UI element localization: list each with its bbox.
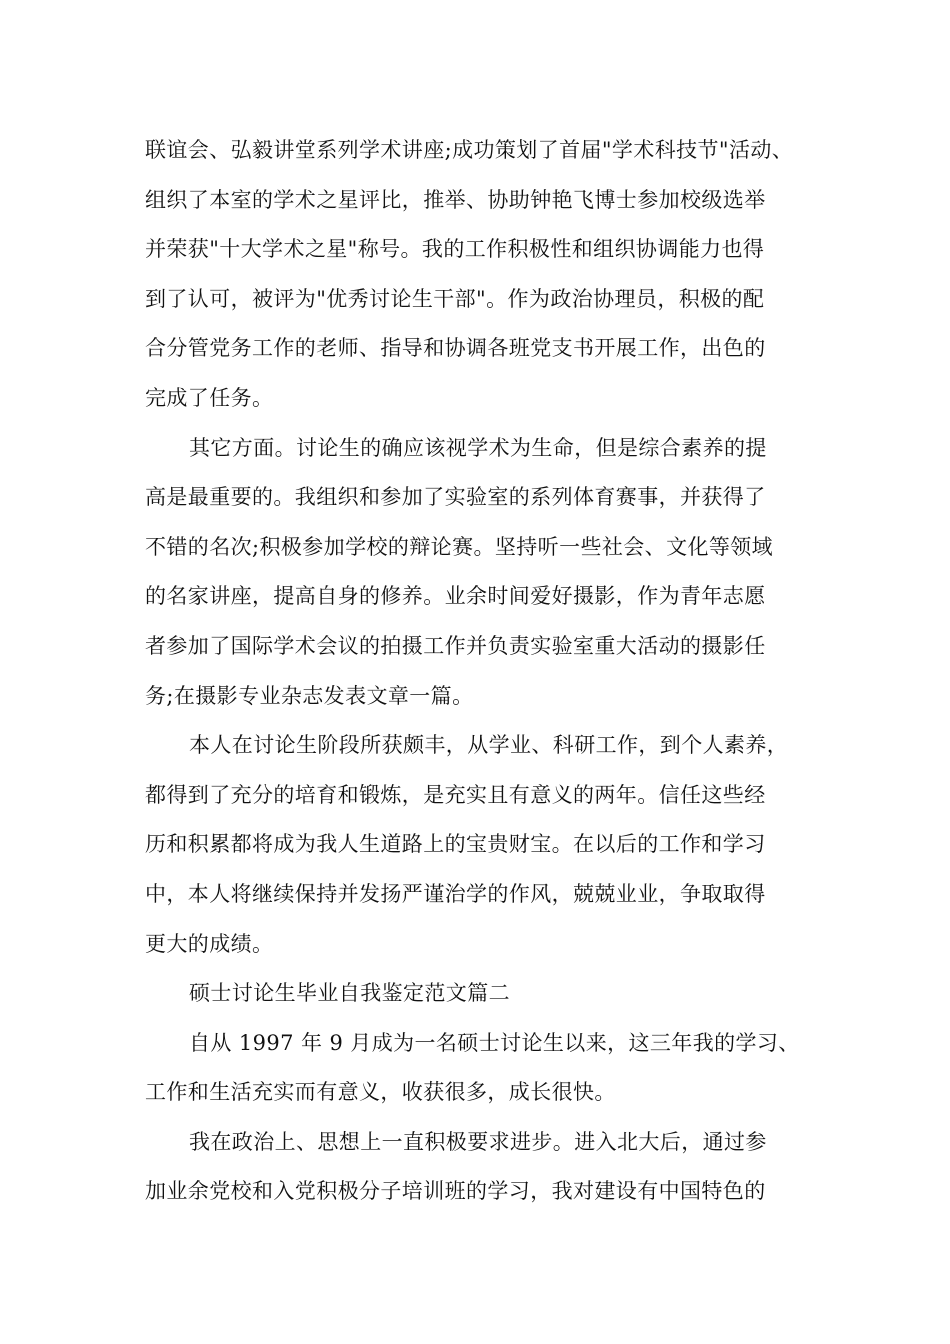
text-line: 务;在摄影专业杂志发表文章一篇。 — [145, 683, 474, 708]
text-line: 不错的名次;积极参加学校的辩论赛。坚持听一些社会、文化等领域 — [145, 534, 774, 559]
paragraph-5 — [145, 1118, 815, 1217]
text-line: 者参加了国际学术会议的拍摄工作并负责实验室重大活动的摄影任 — [145, 633, 766, 658]
text-line: 中，本人将继续保持并发扬严谨治学的作风，兢兢业业，争取取得 — [145, 881, 766, 906]
text-line: 加业余党校和入党积极分子培训班的学习，我对建设有中国特色的 — [145, 1179, 766, 1204]
text-line: 更大的成绩。 — [145, 931, 274, 956]
paragraph-2 — [145, 424, 815, 722]
text-line: 组织了本室的学术之星评比，推举、协助钟艳飞博士参加校级选举 — [145, 187, 766, 212]
section-heading — [145, 969, 815, 1019]
document-body — [145, 126, 815, 1217]
text-line: 我在政治上、思想上一直积极要求进步。进入北大后，通过参 — [189, 1129, 767, 1154]
text-line: 工作和生活充实而有意义，收获很多，成长很快。 — [145, 1080, 616, 1105]
text-line: 的名家讲座，提高自身的修养。业余时间爱好摄影，作为青年志愿 — [145, 584, 766, 609]
text-line: 完成了任务。 — [145, 385, 274, 410]
text-line: 合分管党务工作的老师、指导和协调各班党支书开展工作，出色的 — [145, 336, 766, 361]
text-line: 到了认可，被评为"优秀讨论生干部"。作为政治协理员，积极的配 — [145, 286, 765, 311]
paragraph-3 — [145, 721, 815, 969]
text-line: 都得到了充分的培育和锻炼，是充实且有意义的两年。信任这些经 — [145, 782, 766, 807]
text-line: 并荣获"十大学术之星"称号。我的工作积极性和组织协调能力也得 — [145, 237, 765, 262]
paragraph-1 — [145, 126, 815, 424]
text-line: 高是最重要的。我组织和参加了实验室的系列体育赛事，并获得了 — [145, 485, 766, 510]
text-line: 本人在讨论生阶段所获颇丰，从学业、科研工作，到个人素养， — [189, 733, 789, 758]
text-line: 自从 1997 年 9 月成为一名硕士讨论生以来，这三年我的学习、 — [189, 1030, 800, 1055]
section-title: 硕士讨论生毕业自我鉴定范文篇二 — [189, 981, 510, 1006]
text-line: 联谊会、弘毅讲堂系列学术讲座;成功策划了首届"学术科技节"活动、 — [145, 138, 794, 162]
text-line: 历和积累都将成为我人生道路上的宝贵财宝。在以后的工作和学习 — [145, 832, 766, 857]
text-line: 其它方面。讨论生的确应该视学术为生命，但是综合素养的提 — [189, 435, 767, 460]
paragraph-4 — [145, 1019, 815, 1118]
